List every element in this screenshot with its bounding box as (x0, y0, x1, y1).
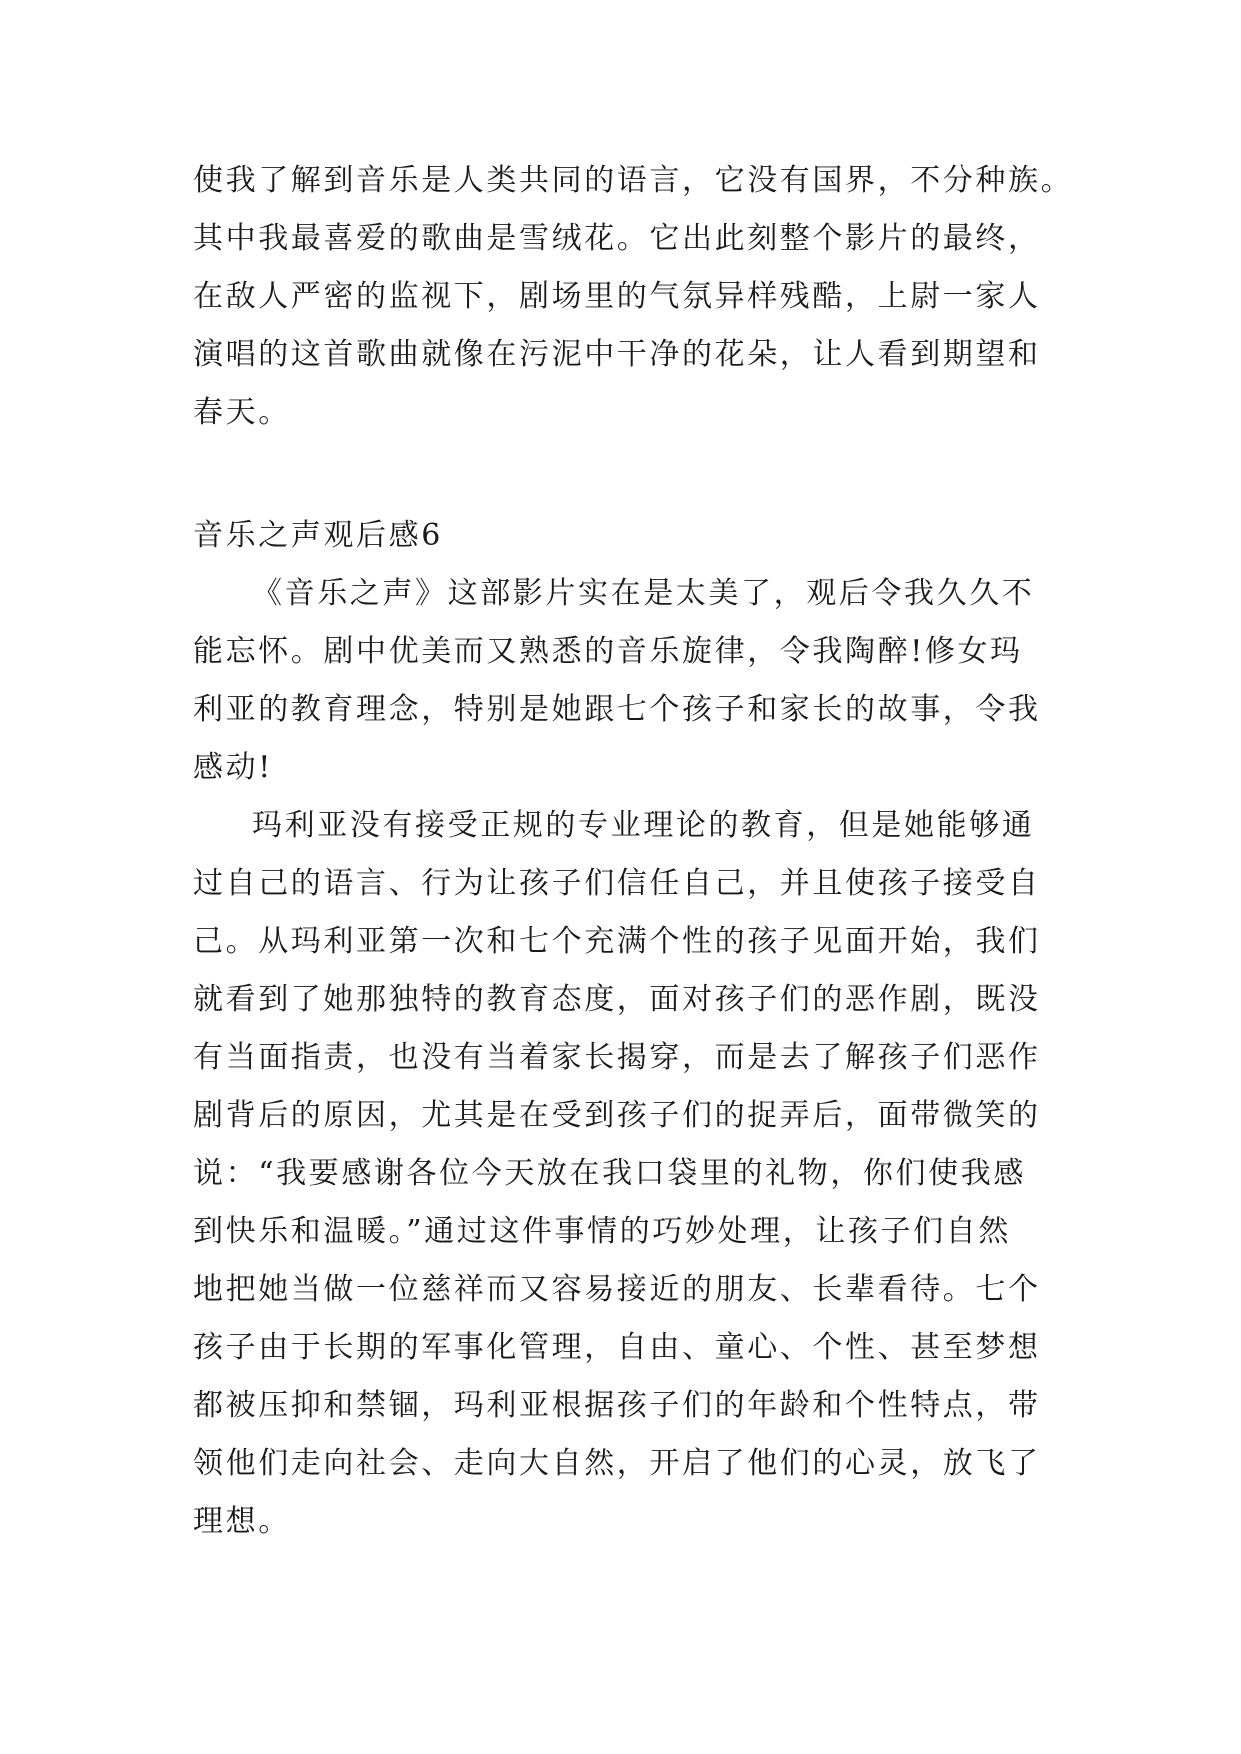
paragraph-line: 领他们走向社会、走向大自然，开启了他们的心灵，放飞了 (193, 1446, 1041, 1481)
section-heading: 音乐之声观后感6 (193, 518, 443, 553)
paragraph-line: 在敌人严密的监视下，剧场里的气氛异样残酷，上尉一家人 (193, 279, 1041, 314)
paragraph-line: 过自己的语言、行为让孩子们信任自己，并且使孩子接受自 (193, 866, 1041, 901)
paragraph-line: 都被压抑和禁锢，玛利亚根据孩子们的年龄和个性特点，带 (193, 1388, 1041, 1423)
paragraph-line: 就看到了她那独特的教育态度，面对孩子们的恶作剧，既没 (193, 982, 1041, 1017)
paragraph-line: 己。从玛利亚第一次和七个充满个性的孩子见面开始，我们 (193, 924, 1041, 959)
paragraph-line: 玛利亚没有接受正规的专业理论的教育，但是她能够通 (252, 808, 1035, 843)
paragraph-line: 使我了解到音乐是人类共同的语言，它没有国界，不分种族。 (193, 163, 1074, 198)
paragraph-line: 利亚的教育理念，特别是她跟七个孩子和家长的故事，令我 (193, 692, 1041, 727)
paragraph-line: 感动! (193, 750, 273, 785)
paragraph-line: 说：“我要感谢各位今天放在我口袋里的礼物，你们使我感 (193, 1156, 1026, 1191)
paragraph-line: 演唱的这首歌曲就像在污泥中干净的花朵，让人看到期望和 (193, 337, 1041, 372)
paragraph-line: 到快乐和温暖。”通过这件事情的巧妙处理，让孩子们自然 (193, 1214, 1011, 1249)
paragraph-line: 《音乐之声》这部影片实在是太美了，观后令我久久不 (252, 576, 1035, 611)
paragraph-line: 剧背后的原因，尤其是在受到孩子们的捉弄后，面带微笑的 (193, 1098, 1041, 1133)
paragraph-line: 其中我最喜爱的歌曲是雪绒花。它出此刻整个影片的最终， (193, 221, 1041, 256)
paragraph-line: 春天。 (193, 395, 291, 430)
paragraph-line: 理想。 (193, 1504, 291, 1539)
paragraph-line: 能忘怀。剧中优美而又熟悉的音乐旋律，令我陶醉!修女玛 (193, 634, 1023, 669)
paragraph-line: 孩子由于长期的军事化管理，自由、童心、个性、甚至梦想 (193, 1330, 1041, 1365)
paragraph-line: 地把她当做一位慈祥而又容易接近的朋友、长辈看待。七个 (193, 1272, 1041, 1307)
paragraph-line: 有当面指责，也没有当着家长揭穿，而是去了解孩子们恶作 (193, 1040, 1041, 1075)
